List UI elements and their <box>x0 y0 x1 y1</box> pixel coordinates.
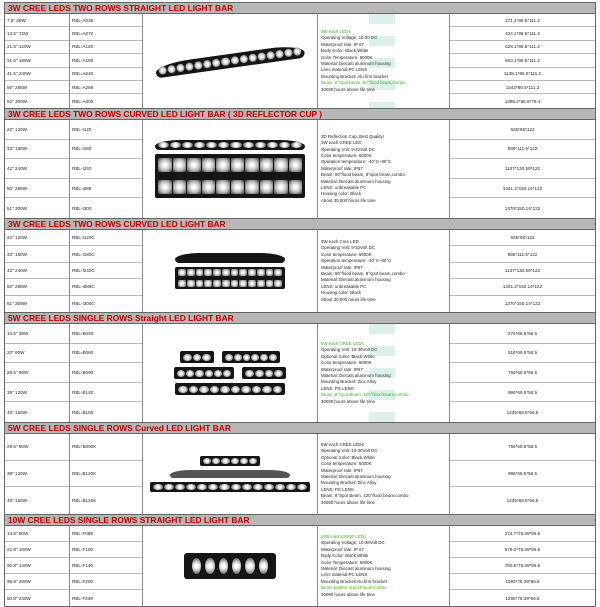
light-bar-image <box>174 367 234 379</box>
spec-line: LENS: PC LENS <box>321 486 354 492</box>
spec-line: Optional Color: Black,White <box>321 353 375 359</box>
light-bar-image <box>155 140 305 150</box>
spec-line: Mounting Bracket: Zinc Alloy <box>321 480 377 486</box>
spec-list <box>318 324 450 422</box>
code-cell: RBL-I120C <box>70 230 142 246</box>
code-cell: RBL-I288C <box>70 279 142 295</box>
code-cell: RBL-I180C <box>70 246 142 262</box>
spec-line: Material: Diecast aluminum housing <box>321 566 391 571</box>
spec-line: Waterproof rate: IP67 <box>321 165 363 171</box>
spec-line: Material: Diecast aluminum housing <box>321 61 391 66</box>
spec-line: Operating Volt: 10-30Volt DC <box>321 347 378 353</box>
code-cell: RBL-A036 <box>70 14 142 27</box>
code-cell: RBL-I120 <box>70 120 142 140</box>
size-cell: 14.8" 80W <box>5 526 69 542</box>
size-cell: 42" 240W <box>5 159 69 179</box>
dimension-cell: 276*68.5*56.5 <box>450 324 595 344</box>
dimension-column <box>450 120 595 218</box>
size-cell: 39.8" 200W <box>5 574 69 590</box>
section-title: 10W CREE LEDS SINGLE ROWS STRAIGHT LED LIGHT BAR <box>5 515 595 526</box>
code-cell: RBL-F140 <box>70 558 142 574</box>
code-column <box>70 230 143 312</box>
size-cell: 50" 288W <box>5 81 69 94</box>
size-cell: 42" 240W <box>5 263 69 279</box>
section-3w-two-rows-straight <box>4 2 596 108</box>
dimension-column <box>450 324 595 422</box>
code-cell: RBL-F240 <box>72 595 93 601</box>
dimension-cell: 756*68.5*56.5 <box>450 363 595 383</box>
spec-line: LENS: PC LENS <box>321 385 354 391</box>
dimension-cell: 1090*76.39*86.5 <box>450 574 595 590</box>
code-cell: RBL-B060 <box>70 344 142 364</box>
product-image <box>143 324 318 422</box>
catalog-sheet <box>4 2 596 607</box>
size-cell: 31.5" 180W <box>5 54 69 67</box>
code-cell: RBL-B120 <box>70 383 142 403</box>
code-cell: RBL-I288 <box>70 179 142 199</box>
spec-line: Beam: 90°flood beam, 8°spot beam,combo <box>321 271 405 276</box>
section-5w-single-row-curved <box>4 422 596 514</box>
spec-line: Color Temperature: 6000K <box>321 559 373 565</box>
dimension-cell: 271.1*86.5*111.2 <box>450 14 595 27</box>
spec-line: Color temperature: 6000K <box>321 152 372 158</box>
code-cell: RBL-I240 <box>70 159 142 179</box>
spec-list <box>318 14 450 108</box>
spec-line: Optional Color: Black,White <box>321 454 375 460</box>
spec-list <box>318 230 450 312</box>
product-image <box>143 120 318 218</box>
spec-line: Waterproof rate: IP67 <box>321 264 363 270</box>
section-3w-two-rows-curved <box>4 218 596 312</box>
dimension-cell: 780.5*76.39*86.5 <box>450 558 595 574</box>
code-column <box>70 14 143 108</box>
spec-line: Lens material:PC LENS <box>321 572 368 578</box>
size-cell: 22.8" 100W <box>5 542 69 558</box>
code-cell: RBL-B120K <box>72 498 97 504</box>
spec-line: 30000 hours above life time <box>321 398 375 404</box>
dimension-cell: 1370*150.14*122 <box>504 301 541 307</box>
spec-line: About 30,000 hours life time <box>321 197 376 203</box>
dimension-column <box>450 14 595 108</box>
spec-line: Waterproof rate: IP67 <box>321 467 363 473</box>
dimension-cell: 756*68.5*56.5 <box>450 434 595 461</box>
size-cell: 50" 288W <box>5 279 69 295</box>
spec-line: Mounting Bracket: Zinc Alloy <box>321 379 377 385</box>
light-bar-image <box>200 456 260 466</box>
size-cell: 52" 300W <box>7 98 28 104</box>
spec-line: Housing color: Black <box>321 191 362 197</box>
dimension-cell: 1370*150.14*122 <box>504 205 541 211</box>
section-title: 5W CREE LEDS SINGLE ROWS Straight LED LIGHT BAR <box>5 313 595 324</box>
size-cell: 51" 300W <box>7 301 28 307</box>
size-cell: 20" 60W <box>5 344 69 364</box>
size-cell: 39" 120W <box>5 383 69 403</box>
size-cell: 49" 150W <box>7 409 28 415</box>
dimension-cell: 1137*130.59*122 <box>450 159 595 179</box>
code-column <box>70 526 143 606</box>
light-bar-image <box>175 253 285 263</box>
dimension-column <box>450 434 595 514</box>
size-column <box>5 434 70 514</box>
size-column <box>5 14 70 108</box>
dimension-cell: 1138.1*86.5*111.2 <box>450 68 595 81</box>
spec-line: LENS: unbreakable PC <box>321 185 367 191</box>
spec-list <box>318 434 450 514</box>
code-cell: RBL-I300 <box>72 205 92 211</box>
dimension-cell: 635*98*122 <box>450 120 595 140</box>
dimension-cell: 996*68.5*56.5 <box>450 461 595 488</box>
dimension-column <box>450 526 595 606</box>
size-cell: 29.5" 90W <box>5 434 69 461</box>
size-column <box>5 230 70 312</box>
light-bar-image <box>175 383 285 395</box>
section-3w-two-rows-curved-reflector <box>4 108 596 218</box>
spec-line: 5W each CREE LEDs <box>321 340 364 346</box>
dimension-cell: 374.7*76.39*86.5 <box>450 526 595 542</box>
dimension-cell: 1235*68.5*56.5 <box>506 409 539 415</box>
code-column <box>70 324 143 422</box>
dimension-cell: 996*68.5*56.5 <box>450 383 595 403</box>
spec-line: 3W each LEDs <box>321 28 351 34</box>
light-bar-group <box>180 351 280 363</box>
code-cell: RBL-B150 <box>72 409 94 415</box>
size-column <box>5 120 70 218</box>
product-image <box>143 230 318 312</box>
code-cell: RBL-B030 <box>70 324 142 344</box>
section-title: 3W CREE LEDS TWO ROWS CURVED LED LIGHT BAR ( 3D REFLECTOR CUP ) <box>5 109 595 120</box>
spec-line: Color temperature: 6000K <box>321 251 372 257</box>
section-title: 5W CREE LEDS SINGLE ROWS Curved LED LIGHT BAR <box>5 423 595 434</box>
light-bar-image <box>184 553 276 579</box>
spec-line: Operating Voltage: 10-30Volt DC <box>321 540 385 546</box>
light-bar-image <box>242 367 286 379</box>
spec-line: Waterproof rate: IP 67 <box>321 41 364 47</box>
spec-line: 5W each CREE LEDs <box>321 441 364 447</box>
product-image <box>143 526 318 606</box>
section-title: 3W CREE LEDS TWO ROWS STRAIGHT LED LIGHT BAR <box>5 3 595 14</box>
spec-line: Operation temperature: -40°C~80°C <box>321 258 392 264</box>
spec-line: Material: Diecast aluminum housing <box>321 178 391 184</box>
spec-line: 30000 hours above life time <box>321 499 375 505</box>
code-cell: RBL-B090 <box>70 363 142 383</box>
code-cell: RBL-A180 <box>70 54 142 67</box>
dimension-cell: 886*111.5*122 <box>450 140 595 160</box>
spec-line: Operating Volt: 10-30Volt DC <box>321 448 378 454</box>
code-column <box>70 434 143 514</box>
size-cell: 22" 120W <box>5 230 69 246</box>
size-cell: 7.5" 36W <box>5 14 69 27</box>
dimension-cell: 635*98*122 <box>450 230 595 246</box>
product-image <box>143 434 318 514</box>
size-cell: 21.5" 120W <box>5 41 69 54</box>
light-bar-front-image <box>175 267 285 289</box>
size-column <box>5 526 70 606</box>
dimension-cell: 1341.2*150.14*122 <box>450 179 595 199</box>
section-10w-single-row-straight <box>4 514 596 607</box>
spec-line: 3D Reflection Cup, Best Quality! <box>321 133 384 139</box>
spec-line: Body Color: Black,White <box>321 553 369 559</box>
dimension-cell: 1137*130.59*122 <box>450 263 595 279</box>
dimension-cell: 628.1*86.5*111.2 <box>450 41 595 54</box>
code-cell: RBL-I240C <box>70 263 142 279</box>
size-cell: 10.5" 30W <box>5 324 69 344</box>
spec-line: Material: Diecast aluminum housing <box>321 277 391 283</box>
code-cell: RBL-I300C <box>72 301 95 307</box>
spec-line: 3W each Cree LED <box>321 238 359 244</box>
spec-line: Operating Volt: 9-32Volt DC <box>321 146 375 152</box>
size-cell: 22" 120W <box>5 120 69 140</box>
spec-line: Beam pattern: Spot,Flood,Combo <box>321 585 387 591</box>
dimension-cell: 1343*86.5*111.2 <box>450 81 595 94</box>
size-cell: 29.5" 90W <box>5 363 69 383</box>
code-cell: RBL-A120 <box>70 41 142 54</box>
spec-line: Color temperature: 6000K <box>321 360 372 366</box>
code-cell: RBL-A072 <box>70 27 142 40</box>
dimension-cell: 1341.2*150.14*122 <box>450 279 595 295</box>
size-cell: 50" 288W <box>5 179 69 199</box>
spec-line: 10W each CREE LEDs <box>321 533 367 539</box>
size-cell: 51" 300W <box>7 205 28 211</box>
code-cell: RBL-F080 <box>70 526 142 542</box>
size-cell: 50.8" 240W <box>7 595 31 601</box>
size-cell: 30.8" 140W <box>5 558 69 574</box>
dimension-cell: 1385.2*86.5*78.4 <box>504 98 541 104</box>
light-bar-image <box>150 482 310 492</box>
spec-line: Operating Volt: 9-32Volt DC <box>321 245 375 251</box>
spec-line: Color Temperature: 6000K <box>321 54 373 60</box>
code-cell: RBL-F200 <box>70 574 142 590</box>
dimension-cell: 1235*68.5*56.5 <box>506 498 539 504</box>
spec-line: Lens material:PC LENS <box>321 67 368 73</box>
code-cell: RBL-F100 <box>70 542 142 558</box>
dimension-cell: 886*111.5*122 <box>450 246 595 262</box>
size-cell: 33" 180W <box>5 140 69 160</box>
spec-line: 3W each CREE LED <box>321 140 362 146</box>
light-bar-image <box>222 351 280 363</box>
size-cell: 33" 180W <box>5 246 69 262</box>
spec-line: Material: Diecast aluminum housing <box>321 474 391 479</box>
spec-line: Waterproof rate: IP 67 <box>321 546 364 552</box>
dimension-column <box>450 230 595 312</box>
code-cell: RBL-A240 <box>70 68 142 81</box>
dimension-cell: 424.1*86.5*111.2 <box>450 27 595 40</box>
dimension-cell: 1295*76.39*86.5 <box>505 595 540 601</box>
size-column <box>5 324 70 422</box>
code-cell: RBL-A300 <box>72 98 94 104</box>
spec-line: Beam: 8°Spot Beam, 120°flood beam,combo <box>321 392 409 398</box>
code-cell: RBL-B120K <box>70 461 142 488</box>
spec-line: 30000 hours above life time <box>321 591 375 597</box>
section-title: 3W CREE LEDS TWO ROWS CURVED LED LIGHT BAR <box>5 219 595 230</box>
spec-line: About 30,000 hours life time <box>321 296 376 302</box>
light-bar-image <box>170 470 290 478</box>
spec-line: Mounting Bracket: Alu firm bracket <box>321 73 388 79</box>
spec-line: Beam: 9°Spot beam, 60°flood beam,combo <box>321 80 406 86</box>
spec-line: LENS: unbreakable PC <box>321 283 367 289</box>
code-cell: RBL-A288 <box>70 81 142 94</box>
spec-line: Body Color: Black,White <box>321 48 369 54</box>
section-5w-single-row-straight <box>4 312 596 422</box>
product-image <box>143 14 318 108</box>
code-cell: RBL-I180 <box>70 140 142 160</box>
spec-line: Beam: 90°flood beam, 8°spot beam,combo <box>321 172 405 178</box>
light-bar-image <box>155 44 305 79</box>
dimension-cell: 516*68.5*56.5 <box>450 344 595 364</box>
light-bar-image <box>180 351 214 363</box>
spec-line: Material: Diecast aluminum housing <box>321 373 391 378</box>
size-cell: 39" 120W <box>5 461 69 488</box>
spec-list <box>318 526 450 606</box>
size-cell: 13.5" 72W <box>5 27 69 40</box>
dimension-cell: 579.3*76.39*86.5 <box>450 542 595 558</box>
size-cell: 41.5" 240W <box>5 68 69 81</box>
spec-line: Operating Voltage: 10-30 DC <box>321 35 378 41</box>
spec-line: Color temperature: 6000K <box>321 461 372 467</box>
spec-line: Mounting Bracket:Alu firm bracket <box>321 578 387 584</box>
light-bar-closeup-image <box>155 154 305 198</box>
code-cell: RBL-B090K <box>70 434 142 461</box>
spec-line: Housing color: Black <box>321 290 362 296</box>
size-cell: 49" 150W <box>7 498 28 504</box>
code-column <box>70 120 143 218</box>
dimension-cell: 863.1*86.5*111.2 <box>450 54 595 67</box>
spec-line: Beam: 8°Spot Beam, 120°flood beam,combo <box>321 493 409 499</box>
spec-list <box>318 120 450 218</box>
spec-line: Operation temperature: -40°C~80°C <box>321 159 392 165</box>
spec-line: 30000 hours above life time <box>321 86 375 92</box>
light-bar-group <box>174 367 286 379</box>
spec-line: Waterproof rate: IP67 <box>321 366 363 372</box>
